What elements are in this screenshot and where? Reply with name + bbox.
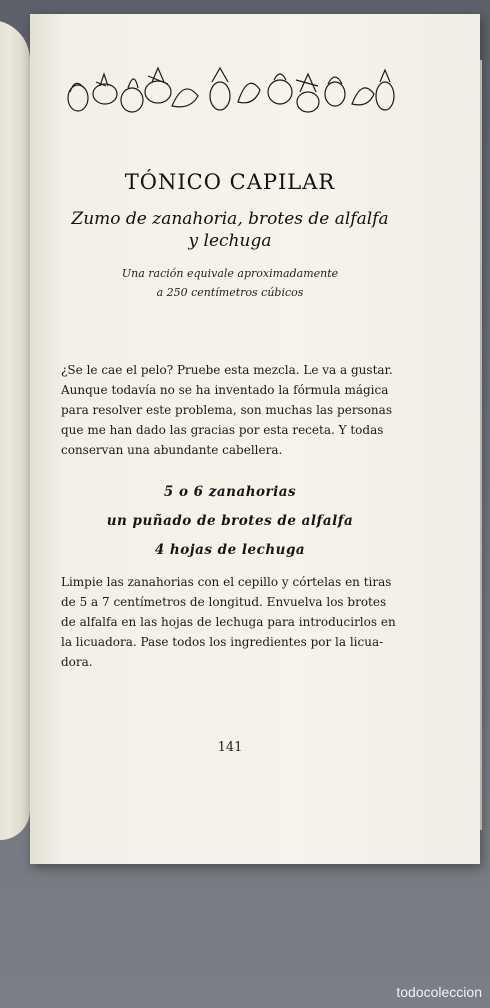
text-line: dora. <box>61 655 93 669</box>
text-line: Aunque todavía no se ha inventado la fórmula mágica <box>61 383 389 397</box>
subtitle-line: y lechuga <box>188 231 272 251</box>
vegetable-ornament-icon <box>60 62 400 122</box>
intro-paragraph <box>61 360 397 460</box>
ingredient-list <box>60 478 400 565</box>
ingredient-item: 5 o 6 zanahorias <box>163 484 297 500</box>
text-line: de 5 a 7 centímetros de longitud. Envuelva los brotes <box>61 595 387 609</box>
text-line: de alfalfa en las hojas de lechuga para introducirlos en <box>61 615 396 629</box>
text-line: la licuadora. Pase todos los ingredientes por la licua- <box>61 635 384 649</box>
instructions-paragraph <box>61 572 397 672</box>
ingredient-item: 4 hojas de lechuga <box>154 542 306 558</box>
text-line: que me han dado las gracias por esta receta. Y todas <box>61 423 384 437</box>
recipe-title: TÓNICO CAPILAR <box>124 170 336 194</box>
site-watermark: todocoleccion <box>396 984 482 1000</box>
ingredient-item: un puñado de brotes de alfalfa <box>106 513 354 529</box>
text-line: ¿Se le cae el pelo? Pruebe esta mezcla. Le va a gustar. <box>61 363 393 377</box>
note-line: Una ración equivale aproximadamente <box>121 267 339 280</box>
text-line: Limpie las zanahorias con el cepillo y córtelas en tiras <box>61 575 392 589</box>
recipe-subtitle <box>50 208 410 252</box>
page-number: 141 <box>217 740 243 755</box>
serving-note <box>60 264 400 302</box>
text-line: para resolver este problema, son muchas las personas <box>61 403 392 417</box>
left-page-edge <box>0 20 30 840</box>
text-line: conservan una abundante cabellera. <box>61 443 283 457</box>
subtitle-line: Zumo de zanahoria, brotes de alfalfa <box>71 209 389 229</box>
note-line: a 250 centímetros cúbicos <box>156 286 304 299</box>
